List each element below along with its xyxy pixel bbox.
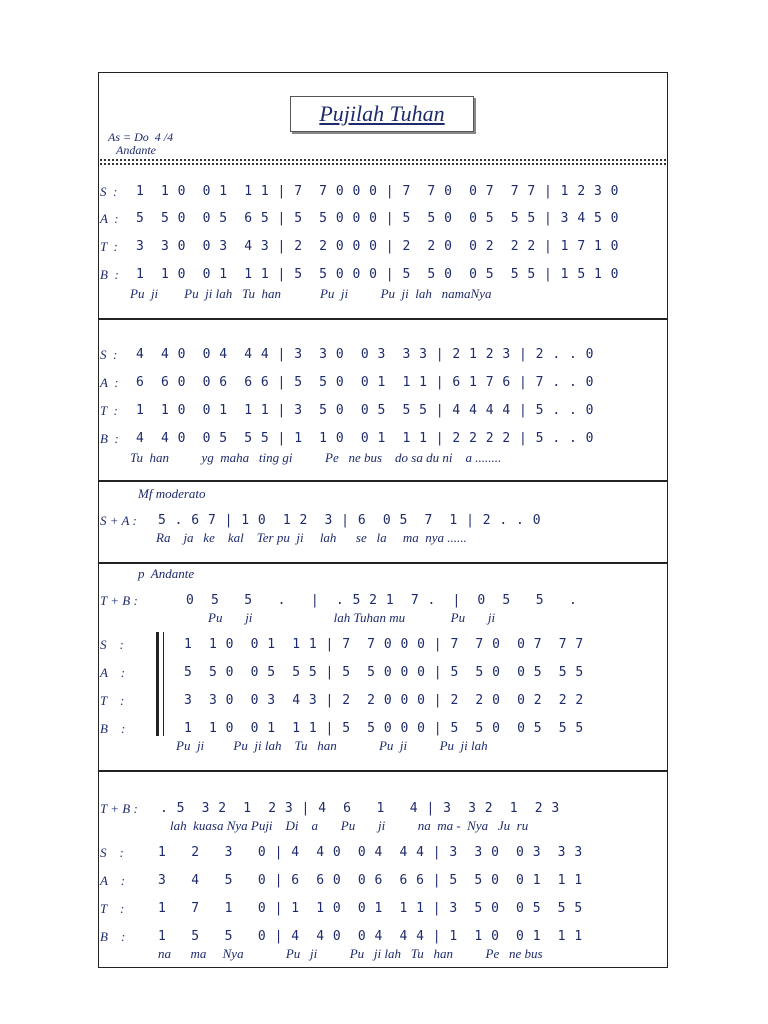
- system2-soprano: [100, 344, 666, 366]
- dynamic-marking: p Andante: [138, 566, 195, 581]
- system5-alto: [100, 870, 666, 892]
- part-label: T :: [100, 901, 125, 916]
- note-sequence: 4 4 0 0 5 5 5 | 1 1 0 0 1 1 1 | 2 2 2 2 | 5 . . 0: [136, 431, 594, 446]
- system2-alto: [100, 372, 666, 394]
- note-sequence: 0 5 5 . | . 5 2 1 7 . | 0 5 5 .: [186, 593, 578, 608]
- system4-tenor: [100, 690, 666, 712]
- system2-lyric: Tu han yg maha ting gi Pe ne bus do sa du ni a ........: [130, 450, 502, 465]
- note-sequence: 1 2 3 0 | 4 4 0 0 4 4 4 | 3 3 0 0 3 3 3: [158, 845, 583, 860]
- system5-tb: [100, 798, 666, 820]
- note-sequence: . 5 3 2 1 2 3 | 4 6 1 4 | 3 3 2 1 2 3: [160, 801, 560, 816]
- system5-soprano: [100, 842, 666, 864]
- part-label: T :: [100, 403, 118, 418]
- section-divider: [98, 562, 668, 564]
- key-signature: As = Do 4 /4: [108, 130, 174, 144]
- dynamic-marking: Mf moderato: [138, 486, 206, 501]
- note-sequence: 1 1 0 0 1 1 1 | 3 5 0 0 5 5 5 | 4 4 4 4 | 5 . . 0: [136, 403, 594, 418]
- system3-lyric: Ra ja ke kal Ter pu ji lah se la ma nya ......: [156, 530, 467, 545]
- system5-tenor: [100, 898, 666, 920]
- system1-bass: [100, 264, 666, 286]
- system2-tenor: [100, 400, 666, 422]
- section-divider: [98, 480, 668, 482]
- note-sequence: 3 4 5 0 | 6 6 0 0 6 6 6 | 5 5 0 0 1 1 1: [158, 873, 583, 888]
- song-title: Pujilah Tuhan: [319, 101, 445, 126]
- system4-tb-lyric: Pu ji lah Tuhan mu Pu ji: [208, 610, 496, 625]
- system1-alto: [100, 208, 666, 230]
- system3-sa: [100, 510, 666, 532]
- part-label: A :: [100, 873, 126, 888]
- part-label: S + A :: [100, 513, 137, 528]
- part-label: T + B :: [100, 801, 138, 816]
- section-divider: [98, 318, 668, 320]
- system1-lyric: Pu ji Pu ji lah Tu han Pu ji Pu ji lah namaNya: [130, 286, 492, 301]
- part-label: T :: [100, 693, 125, 708]
- note-sequence: 1 1 0 0 1 1 1 | 7 7 0 0 0 | 7 7 0 0 7 7 7 | 1 2 3 0: [136, 184, 619, 199]
- header-divider: [100, 159, 666, 165]
- note-sequence: 5 5 0 0 5 5 5 | 5 5 0 0 0 | 5 5 0 0 5 5 5: [184, 665, 584, 680]
- note-sequence: 1 1 0 0 1 1 1 | 5 5 0 0 0 | 5 5 0 0 5 5 5 | 1 5 1 0: [136, 267, 619, 282]
- system1-soprano: [100, 181, 666, 203]
- note-sequence: 3 3 0 0 3 4 3 | 2 2 0 0 0 | 2 2 0 0 2 2 2 | 1 7 1 0: [136, 239, 619, 254]
- system5-lyric: na ma Nya Pu ji Pu ji lah Tu han Pe ne bus: [158, 946, 543, 961]
- part-label: A :: [100, 665, 126, 680]
- system4-soprano: [100, 634, 666, 656]
- part-label: T + B :: [100, 593, 138, 608]
- part-label: S :: [100, 184, 118, 199]
- note-sequence: 1 1 0 0 1 1 1 | 7 7 0 0 0 | 7 7 0 0 7 7 7: [184, 637, 584, 652]
- system5-bass: [100, 926, 666, 948]
- system4-bass: [100, 718, 666, 740]
- part-label: B :: [100, 721, 126, 736]
- part-label: B :: [100, 431, 119, 446]
- note-sequence: 5 . 6 7 | 1 0 1 2 3 | 6 0 5 7 1 | 2 . . 0: [158, 513, 542, 528]
- part-label: T :: [100, 239, 118, 254]
- part-label: S :: [100, 347, 118, 362]
- tempo-marking: Andante: [116, 143, 156, 157]
- part-label: A :: [100, 211, 119, 226]
- part-label: B :: [100, 929, 126, 944]
- note-sequence: 1 5 5 0 | 4 4 0 0 4 4 4 | 1 1 0 0 1 1 1: [158, 929, 583, 944]
- note-sequence: 1 7 1 0 | 1 1 0 0 1 1 1 | 3 5 0 0 5 5 5: [158, 901, 583, 916]
- part-label: A :: [100, 375, 119, 390]
- system4-alto: [100, 662, 666, 684]
- system2-bass: [100, 428, 666, 450]
- system4-lyric: Pu ji Pu ji lah Tu han Pu ji Pu ji lah: [176, 738, 488, 753]
- note-sequence: 1 1 0 0 1 1 1 | 5 5 0 0 0 | 5 5 0 0 5 5 5: [184, 721, 584, 736]
- note-sequence: 4 4 0 0 4 4 4 | 3 3 0 0 3 3 3 | 2 1 2 3 | 2 . . 0: [136, 347, 594, 362]
- note-sequence: 5 5 0 0 5 6 5 | 5 5 0 0 0 | 5 5 0 0 5 5 5 | 3 4 5 0: [136, 211, 619, 226]
- system5-tb-lyric: lah kuasa Nya Puji Di a Pu ji na ma - Nya Ju ru: [170, 818, 529, 833]
- note-sequence: 6 6 0 0 6 6 6 | 5 5 0 0 1 1 1 | 6 1 7 6 | 7 . . 0: [136, 375, 594, 390]
- system1-tenor: [100, 236, 666, 258]
- part-label: S :: [100, 845, 124, 860]
- title-box: [290, 96, 474, 132]
- part-label: B :: [100, 267, 119, 282]
- note-sequence: 3 3 0 0 3 4 3 | 2 2 0 0 0 | 2 2 0 0 2 2 2: [184, 693, 584, 708]
- part-label: S :: [100, 637, 124, 652]
- section-divider: [98, 770, 668, 772]
- system4-tb: [100, 590, 666, 612]
